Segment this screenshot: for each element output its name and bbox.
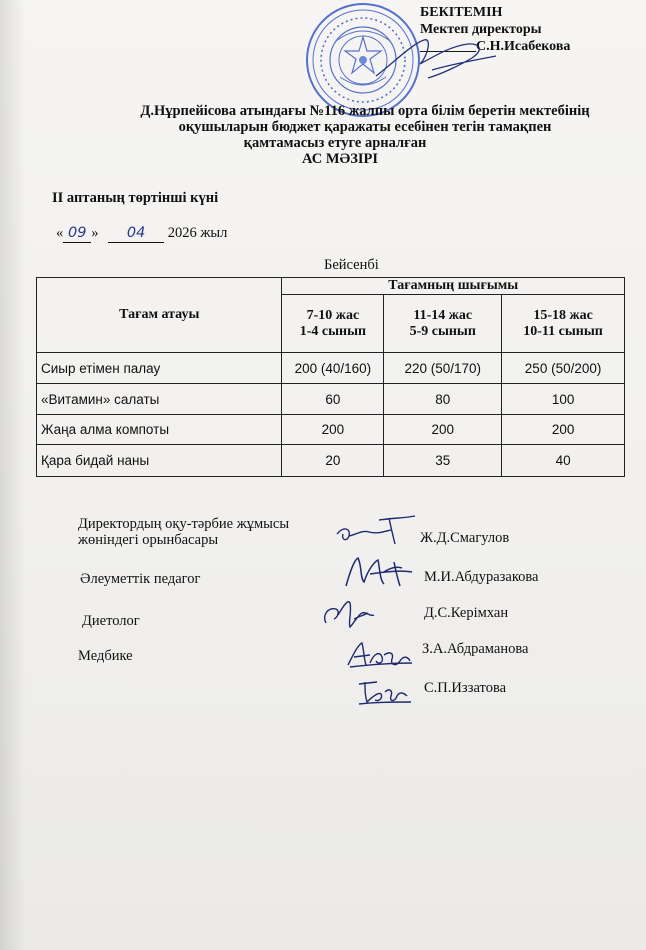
signatory-2-name: М.И.Абдуразакова xyxy=(424,569,539,585)
row-4-value-2: 35 xyxy=(384,445,502,477)
signatory-1-name: Ж.Д.Смагулов xyxy=(420,530,510,546)
row-2-value-3: 100 xyxy=(502,384,625,415)
table-row xyxy=(37,353,625,384)
director-signature xyxy=(372,34,502,86)
signatory-4-name: З.А.Абдраманова xyxy=(422,641,529,657)
header-output: Тағамның шығымы xyxy=(282,278,625,295)
row-1-value-2: 220 (50/170) xyxy=(384,353,502,384)
table-row xyxy=(37,384,625,415)
date-open-quote: « xyxy=(56,225,64,241)
day-name: Бейсенбі xyxy=(324,257,379,273)
title-line-1: Д.Нұрпейісова атындағы №116 жалпы орта білім беретін мектебінің xyxy=(140,103,590,119)
document-title xyxy=(70,103,646,167)
row-3-name: Жаңа алма компоты xyxy=(37,415,282,445)
signatory-5-name: С.П.Иззатова xyxy=(424,680,507,696)
header-group-3 xyxy=(502,295,625,353)
table-row xyxy=(37,445,625,477)
row-3-value-1: 200 xyxy=(282,415,384,445)
date-month: 04 xyxy=(126,225,146,241)
group-2-grade: 5-9 сынып xyxy=(409,323,476,339)
signature-2 xyxy=(340,552,415,592)
signature-1 xyxy=(333,510,418,552)
row-2-name: «Витамин» салаты xyxy=(37,384,282,415)
title-line-3: қамтамасыз етуге арналған xyxy=(243,135,427,151)
row-3-value-2: 200 xyxy=(384,415,502,445)
row-1-name: Сиыр етімен палау xyxy=(37,353,282,384)
signatory-1-role xyxy=(78,516,289,548)
week-day-label: ІІ аптаның төртінші күні xyxy=(52,190,219,206)
header-group-1 xyxy=(282,295,384,353)
group-2-age: 11-14 жас xyxy=(413,307,473,323)
signatory-4-role: Медбике xyxy=(78,648,133,664)
date-close-quote: » xyxy=(91,225,99,241)
signatory-3-role: Диетолог xyxy=(82,613,140,629)
row-2-value-1: 60 xyxy=(282,384,384,415)
header-group-2 xyxy=(384,295,502,353)
row-4-value-3: 40 xyxy=(502,445,625,477)
row-4-value-1: 20 xyxy=(282,445,384,477)
signature-4 xyxy=(344,637,416,673)
group-3-grade: 10-11 сынып xyxy=(523,323,603,339)
row-1-value-1: 200 (40/160) xyxy=(282,353,384,384)
signature-5 xyxy=(355,676,415,708)
title-line-2: оқушыларын бюджет қаражаты есебінен тегін тамақпен xyxy=(178,119,552,135)
signatory-1-role-line-1: Директордың оқу-тәрбие жұмысы xyxy=(78,516,290,532)
signatory-2-role: Әлеуметтік педагог xyxy=(80,571,201,587)
group-1-age: 7-10 жас xyxy=(306,307,360,323)
date-day: 09 xyxy=(68,225,87,241)
signatory-3-name: Д.С.Керімхан xyxy=(424,605,509,621)
row-1-value-3: 250 (50/200) xyxy=(502,353,625,384)
header-food-name: Тағам атауы xyxy=(37,278,282,353)
row-4-name: Қара бидай наны xyxy=(37,445,282,477)
page-edge-shadow xyxy=(0,0,26,950)
date-year: 2026 жыл xyxy=(167,225,228,241)
date-line xyxy=(56,225,227,243)
row-3-value-3: 200 xyxy=(502,415,625,445)
menu-table xyxy=(36,277,625,477)
approval-heading: БЕКІТЕМІН xyxy=(420,5,503,20)
group-3-age: 15-18 жас xyxy=(533,307,593,323)
approval-signature-line: ________С.Н.Исабекова xyxy=(420,39,571,54)
signature-3 xyxy=(318,593,380,635)
table-row xyxy=(37,415,625,445)
title-line-4: АС МӘЗІРІ xyxy=(301,151,379,167)
row-2-value-2: 80 xyxy=(384,384,502,415)
group-1-grade: 1-4 сынып xyxy=(299,323,367,339)
approval-position: Мектеп директоры xyxy=(420,22,542,37)
signatory-1-role-line-2: жөніндегі орынбасары xyxy=(78,532,219,548)
